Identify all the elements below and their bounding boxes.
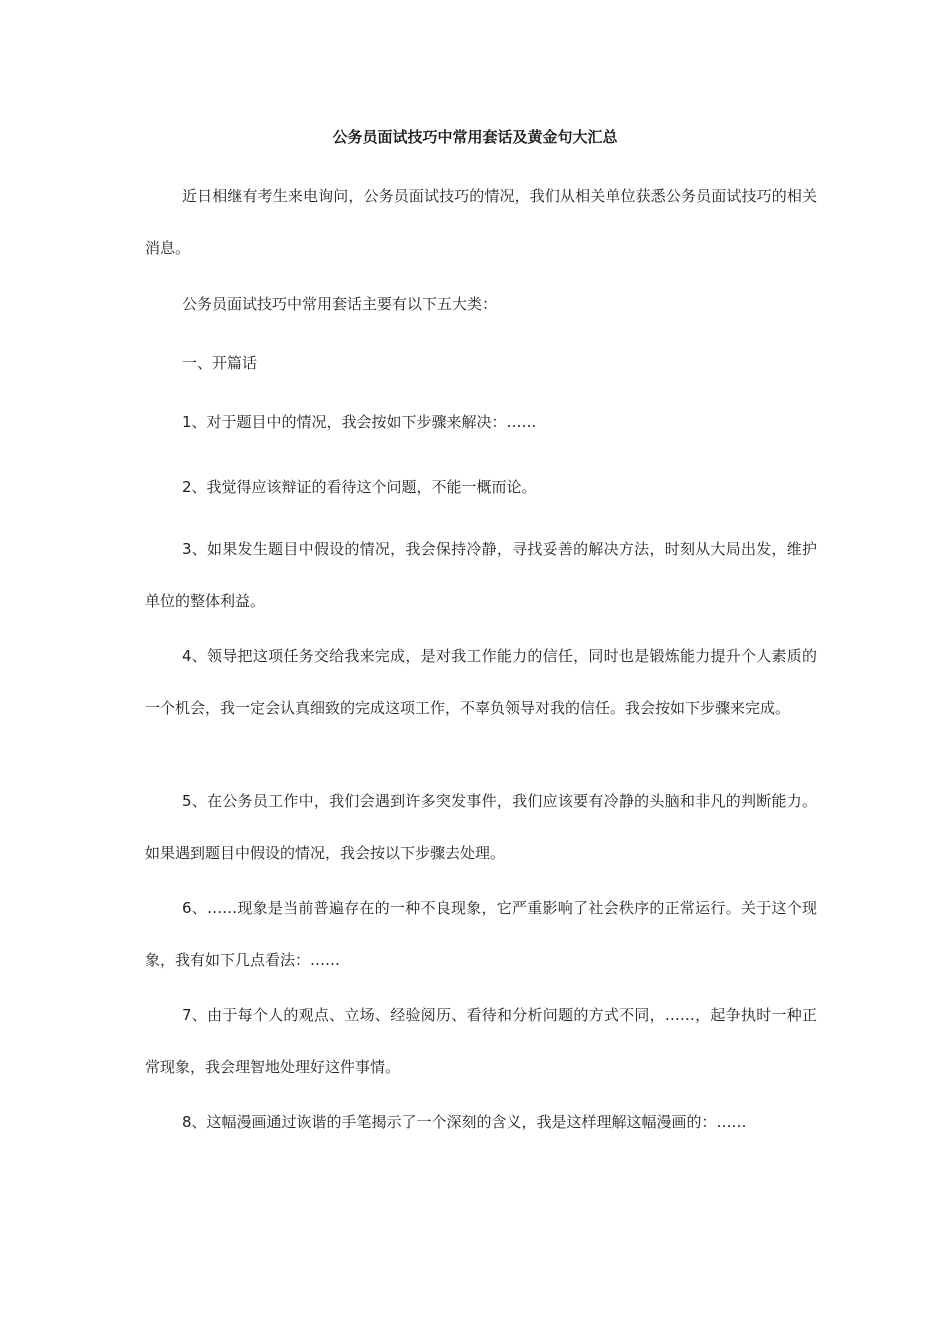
list-item-4: 4、领导把这项任务交给我来完成，是对我工作能力的信任，同时也是锻炼能力提升个人素质的一个机会，我一定会认真细致的完成这项工作，不辜负领导对我的信任。我会按如下步骤来完成。: [145, 647, 817, 717]
list-item-3: 3、如果发生题目中假设的情况，我会保持冷静，寻找妥善的解决方法，时刻从大局出发，维护单位的整体利益。: [145, 540, 817, 610]
section-heading-opening: 一、开篇话: [182, 354, 258, 372]
paragraph-intro: 近日相继有考生来电询问，公务员面试技巧的情况，我们从相关单位获悉公务员面试技巧的相关消息。: [145, 187, 817, 257]
document-title: 公务员面试技巧中常用套话及黄金句大汇总: [332, 128, 618, 146]
list-item-2: 2、我觉得应该辩证的看待这个问题，不能一概而论。: [182, 478, 537, 496]
list-item-6: 6、……现象是当前普遍存在的一种不良现象，它严重影响了社会秩序的正常运行。关于这个现象，我有如下几点看法：……: [145, 899, 817, 969]
list-item-1: 1、对于题目中的情况，我会按如下步骤来解决：……: [182, 413, 537, 431]
list-item-7: 7、由于每个人的观点、立场、经验阅历、看待和分析问题的方式不同，……，起争执时一种正常现象，我会理智地处理好这件事情。: [145, 1006, 817, 1076]
paragraph-categories: 公务员面试技巧中常用套话主要有以下五大类：: [182, 295, 498, 313]
list-item-5: 5、在公务员工作中，我们会遇到许多突发事件，我们应该要有冷静的头脑和非凡的判断能力。如果遇到题目中假设的情况，我会按以下步骤去处理。: [145, 792, 817, 862]
list-item-8: 8、这幅漫画通过诙谐的手笔揭示了一个深刻的含义，我是这样理解这幅漫画的：……: [182, 1113, 747, 1131]
